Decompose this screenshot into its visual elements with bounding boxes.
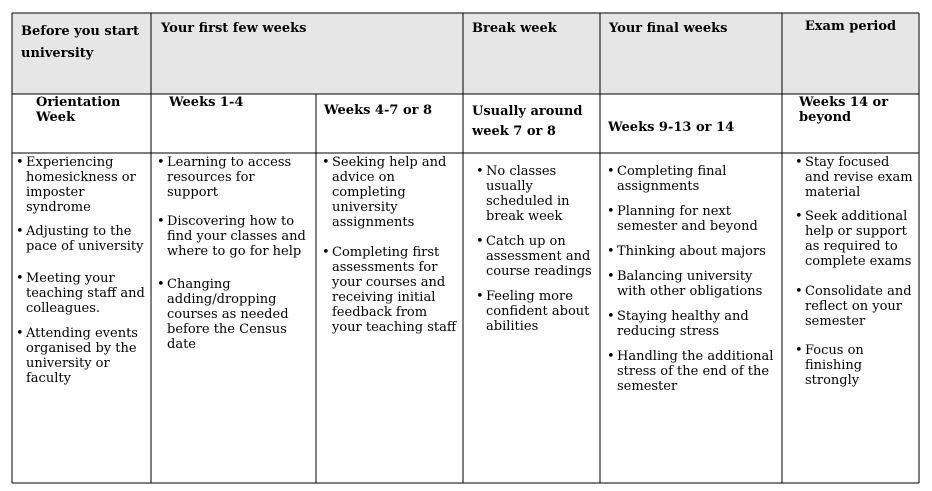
list-item: • Staying healthy and reducing stress <box>607 309 779 339</box>
list-item: • Balancing university with other obligations <box>607 269 779 299</box>
subheader-weeks-1-4: Weeks 1-4 <box>169 95 244 110</box>
list-item: • Feeling more confident about abilities <box>476 289 598 334</box>
orientation-list <box>16 155 146 386</box>
list-item: • Completing first assessments for your courses and receiving initial feedback from your teaching staff <box>322 245 460 335</box>
exam-period-list <box>795 155 915 388</box>
list-item: • Seeking help and advice on completing university assignments <box>322 155 460 230</box>
subheader-weeks-14-beyond: Weeks 14 or beyond <box>799 95 889 125</box>
final-weeks-list <box>607 164 779 394</box>
header-before-you-start: Before you start university <box>21 24 139 61</box>
list-item: • Seek additional help or support as required to complete exams <box>795 209 915 269</box>
subheader-orientation-week: Orientation Week <box>36 95 121 125</box>
list-item: • Catch up on assessment and course readings <box>476 234 598 279</box>
list-item: • Changing adding/dropping courses as needed before the Census date <box>157 277 309 352</box>
list-item: • Attending events organised by the university or faculty <box>16 326 146 386</box>
list-item: • Handling the additional stress of the end of the semester <box>607 349 779 394</box>
list-item: • Discovering how to find your classes and where to go for help <box>157 214 309 259</box>
list-item: • Completing final assignments <box>607 164 779 194</box>
list-item: • Adjusting to the pace of university <box>16 224 146 254</box>
header-first-few-weeks: Your first few weeks <box>161 21 307 36</box>
header-exam-period: Exam period <box>804 19 897 34</box>
list-item: • Meeting your teaching staff and colleagues. <box>16 271 146 316</box>
subheader-usually-week-7-8: Usually around week 7 or 8 <box>472 104 583 139</box>
header-final-weeks: Your final weeks <box>609 21 728 36</box>
list-item: • Experiencing homesickness or imposter syndrome <box>16 155 146 215</box>
weeks-4-7-list <box>322 155 460 335</box>
list-item: • Planning for next semester and beyond <box>607 204 779 234</box>
list-item: • Thinking about majors <box>607 244 779 259</box>
list-item: • Consolidate and reflect on your semester <box>795 284 915 329</box>
list-item: • Learning to access resources for support <box>157 155 309 200</box>
weeks-1-4-list <box>157 155 309 352</box>
break-week-list <box>476 164 598 334</box>
list-item: • Stay focused and revise exam material <box>795 155 915 200</box>
subheader-weeks-9-13: Weeks 9-13 or 14 <box>608 120 735 135</box>
list-item: • No classes usually scheduled in break week <box>476 164 598 224</box>
subheader-weeks-4-7: Weeks 4-7 or 8 <box>324 103 433 118</box>
list-item: • Focus on finishing strongly <box>795 343 915 388</box>
header-break-week: Break week <box>472 21 557 36</box>
